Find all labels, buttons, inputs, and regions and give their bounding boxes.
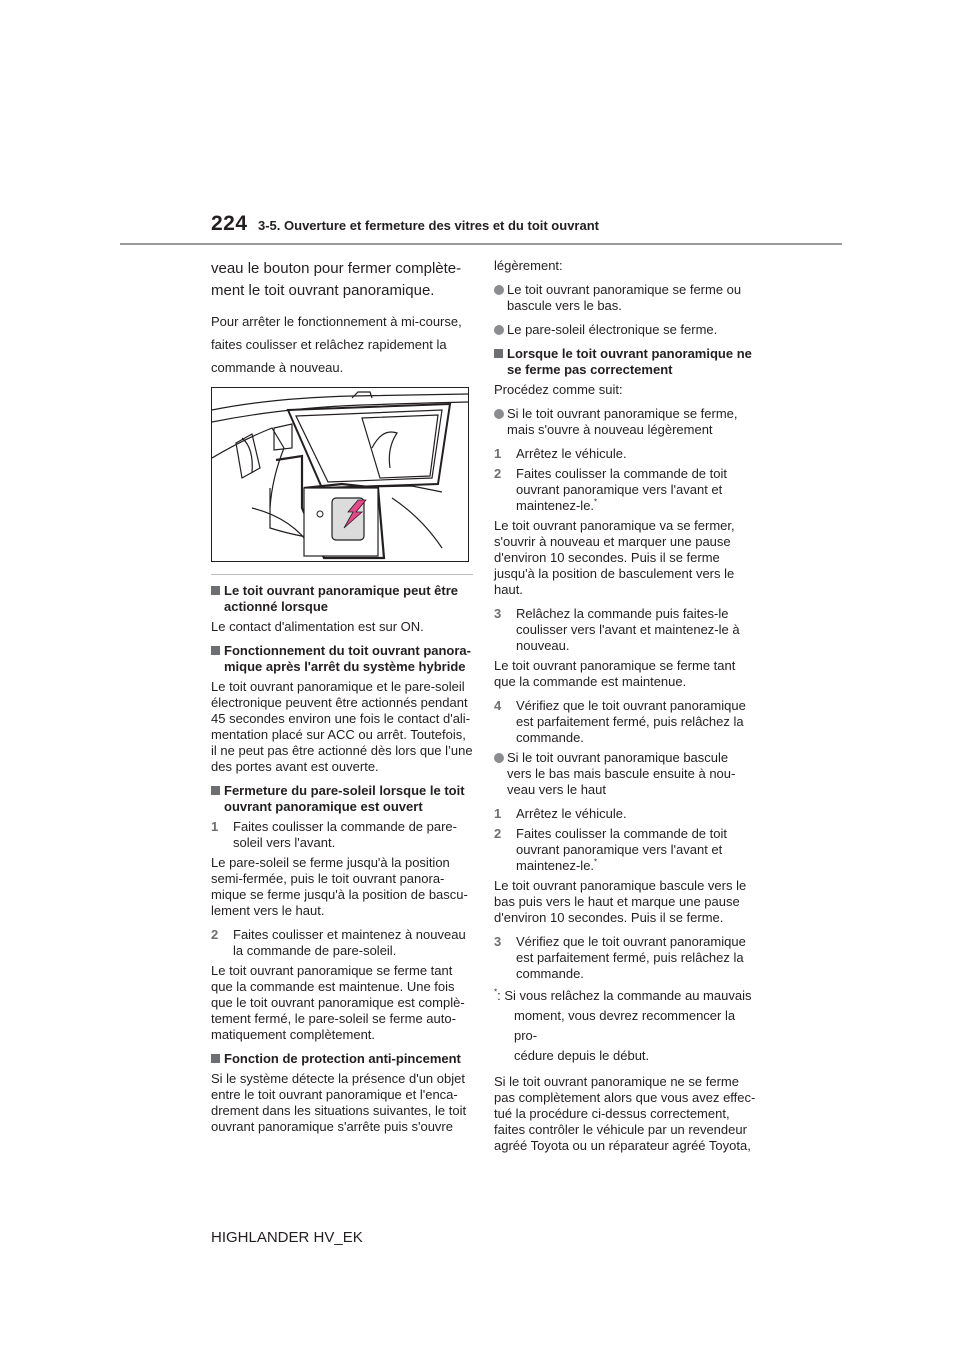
heading-text: Le toit ouvrant panoramique peut être actionné lorsque bbox=[224, 583, 459, 614]
step-number: 2 bbox=[494, 466, 502, 481]
step-number: 1 bbox=[494, 806, 502, 821]
footnote-marker: * bbox=[594, 857, 598, 867]
sunroof-switch-illustration bbox=[211, 387, 469, 562]
right-column bbox=[494, 258, 756, 1162]
round-bullet-icon bbox=[494, 753, 504, 763]
step-text: Faites coulisser et maintenez à nouveau la commande de pare-soleil. bbox=[233, 927, 466, 958]
square-bullet-icon bbox=[494, 349, 503, 358]
page-number: 224 bbox=[211, 212, 248, 235]
footnote bbox=[494, 986, 756, 1066]
step-text: Vérifiez que le toit ouvrant panoramique est parfaitement fermé, puis relâchez la commande. bbox=[516, 698, 746, 745]
step-number: 2 bbox=[211, 927, 219, 942]
heading-text: Fonctionnement du toit ouvrant panora-mique après l'arrêt du système hybride bbox=[224, 643, 471, 674]
bullet-item bbox=[494, 406, 756, 438]
step-number: 1 bbox=[494, 446, 502, 461]
square-bullet-icon bbox=[211, 786, 220, 795]
round-bullet-icon bbox=[494, 409, 504, 419]
sunroof-interior-drawing bbox=[212, 388, 468, 561]
square-bullet-icon bbox=[211, 646, 220, 655]
round-bullet-icon bbox=[494, 285, 504, 295]
step-text: Faites coulisser la commande de pare-soleil vers l'avant. bbox=[233, 819, 457, 850]
paragraph: Le pare-soleil se ferme jusqu'à la position semi-fermée, puis le toit ouvrant panora-mique se ferme jusqu'à la position de bascu-lement vers le haut. bbox=[211, 855, 468, 918]
step-item bbox=[494, 606, 756, 654]
section-title: 3-5. Ouverture et fermeture des vitres et du toit ouvrant bbox=[258, 218, 599, 233]
step-number: 3 bbox=[494, 606, 502, 621]
step-item bbox=[494, 934, 756, 982]
step-item bbox=[494, 826, 756, 874]
step-text: Vérifiez que le toit ouvrant panoramique est parfaitement fermé, puis relâchez la commande. bbox=[516, 934, 746, 981]
bullet-text: Si le toit ouvrant panoramique bascule vers le bas mais bascule ensuite à nou-veau vers le haut bbox=[507, 750, 736, 797]
footnote-marker: * bbox=[594, 497, 598, 507]
step-item bbox=[494, 466, 756, 514]
footnote-line-2: moment, vous devrez recommencer la pro- bbox=[514, 1008, 736, 1043]
paragraph: Le toit ouvrant panoramique va se fermer, s'ouvrir à nouveau et marquer une pause d'environ 10 secondes. Puis il se ferme jusqu'à la position de basculement vers le haut. bbox=[494, 518, 735, 597]
lead-line-1: veau le bouton pour fermer complète- bbox=[211, 260, 462, 277]
lead-text bbox=[211, 258, 473, 302]
footer-model-name: HIGHLANDER HV_EK bbox=[211, 1229, 363, 1246]
paragraph: Procédez comme suit: bbox=[494, 382, 623, 397]
heading-sunshade-closing bbox=[211, 783, 473, 815]
step-text: Arrêtez le véhicule. bbox=[516, 806, 627, 821]
heading-anti-pinch bbox=[211, 1051, 473, 1067]
paragraph: Le contact d'alimentation est sur ON. bbox=[211, 619, 424, 634]
square-bullet-icon bbox=[211, 1054, 220, 1063]
paragraph: Le toit ouvrant panoramique bascule vers le bas puis vers le haut et marque une pause d'environ 10 secondes. Puis il se ferme. bbox=[494, 878, 747, 925]
footnote-line-3: cédure depuis le début. bbox=[514, 1048, 650, 1063]
bullet-text: Le pare-soleil électronique se ferme. bbox=[507, 322, 718, 337]
step-text: Relâchez la commande puis faites-le coulisser vers l'avant et maintenez-le à nouveau. bbox=[516, 606, 740, 653]
step-number: 1 bbox=[211, 819, 219, 834]
heading-text: Lorsque le toit ouvrant panoramique ne se ferme pas correctement bbox=[507, 346, 752, 377]
step-item bbox=[211, 927, 473, 959]
step-number: 2 bbox=[494, 826, 502, 841]
lead-line-2: ment le toit ouvrant panoramique. bbox=[211, 282, 435, 299]
square-bullet-icon bbox=[211, 586, 220, 595]
heading-operable-when bbox=[211, 583, 473, 615]
bullet-item bbox=[494, 282, 756, 314]
step-item bbox=[211, 819, 473, 851]
footnote-line-1: : Si vous relâchez la commande au mauvais bbox=[497, 988, 752, 1003]
heading-text: Fermeture du pare-soleil lorsque le toit ouvrant panoramique est ouvert bbox=[224, 783, 465, 814]
left-column bbox=[211, 258, 473, 1143]
step-item bbox=[494, 806, 756, 822]
paragraph: Le toit ouvrant panoramique et le pare-soleil électronique peuvent être actionnés pendant 45 secondes environ une fois le contact d'ali-mentation placé sur ACC ou arrêt. Toutefois, il ne peut pas être actionné dès lors que l’une des portes avant est ouverte. bbox=[211, 679, 473, 774]
step-text: Arrêtez le véhicule. bbox=[516, 446, 627, 461]
lead-subtext: Pour arrêter le fonctionnement à mi-course, faites coulisser et relâchez rapidement la commande à nouveau. bbox=[211, 314, 462, 375]
paragraph: Le toit ouvrant panoramique se ferme tant que la commande est maintenue. Une fois que le toit ouvrant panoramique est complè-tement fermé, le pare-soleil se ferme auto-matiquement complètement. bbox=[211, 963, 465, 1042]
heading-after-hybrid-stop bbox=[211, 643, 473, 675]
paragraph: Le toit ouvrant panoramique se ferme tant que la commande est maintenue. bbox=[494, 658, 736, 689]
paragraph: Si le toit ouvrant panoramique ne se ferme pas complètement alors que vous avez effec-tué la procédure ci-dessus correctement, faites contrôler le véhicule par un revendeur agréé Toyota ou un réparateur agréé Toyota, bbox=[494, 1074, 756, 1153]
paragraph: légèrement: bbox=[494, 258, 563, 273]
step-item bbox=[494, 446, 756, 462]
step-number: 3 bbox=[494, 934, 502, 949]
heading-not-closing-properly bbox=[494, 346, 756, 378]
bullet-text: Si le toit ouvrant panoramique se ferme, mais s'ouvre à nouveau légèrement bbox=[507, 406, 738, 437]
step-number: 4 bbox=[494, 698, 502, 713]
footnote-mark: * bbox=[494, 987, 498, 997]
bullet-item bbox=[494, 750, 756, 798]
round-bullet-icon bbox=[494, 325, 504, 335]
header-divider bbox=[120, 243, 842, 245]
step-item bbox=[494, 698, 756, 746]
step-text: Faites coulisser la commande de toit ouvrant panoramique vers l'avant et maintenez-le. bbox=[516, 826, 727, 873]
bullet-item bbox=[494, 322, 756, 338]
illustration-divider bbox=[211, 574, 473, 575]
paragraph: Si le système détecte la présence d'un objet entre le toit ouvrant panoramique et l'enca-drement dans les situations suivantes, le toit ouvrant panoramique s'arrête puis s'ouvre bbox=[211, 1071, 467, 1134]
step-text: Faites coulisser la commande de toit ouvrant panoramique vers l'avant et maintenez-le. bbox=[516, 466, 727, 513]
heading-text: Fonction de protection anti-pincement bbox=[224, 1051, 461, 1066]
bullet-text: Le toit ouvrant panoramique se ferme ou bascule vers le bas. bbox=[507, 282, 742, 313]
